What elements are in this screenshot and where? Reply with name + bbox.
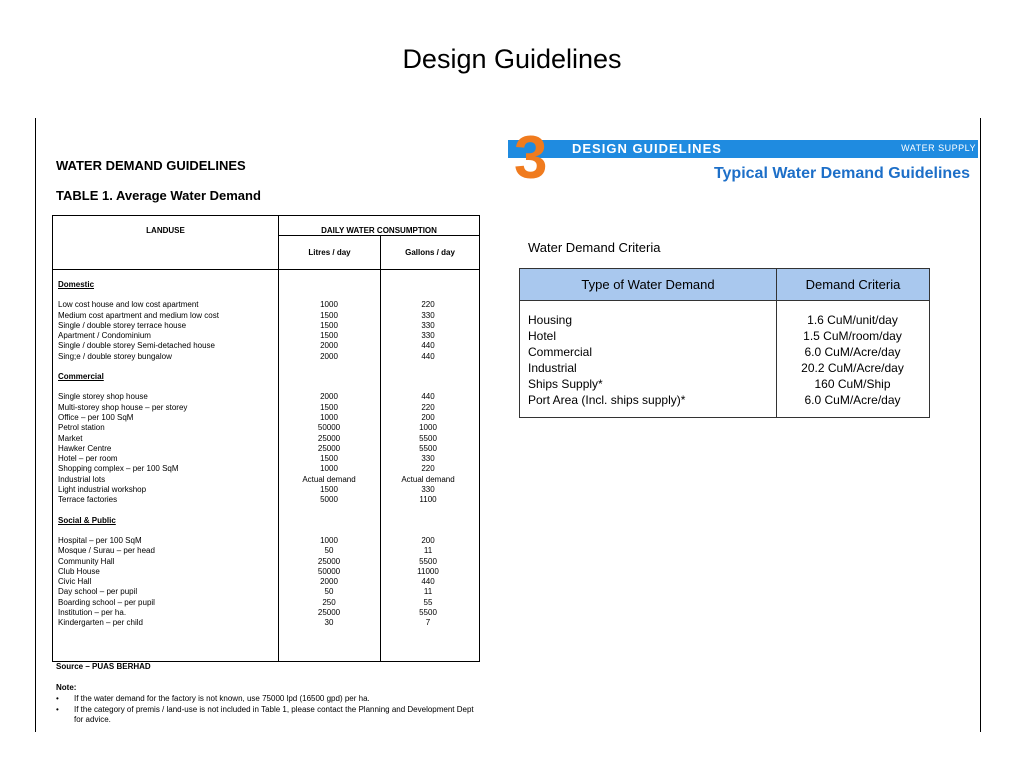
- section-heading-row: [58, 516, 476, 526]
- table-row: [58, 434, 476, 444]
- average-water-demand-table: [52, 215, 480, 662]
- landuse-cell: Medium cost apartment and medium low cost: [58, 310, 219, 320]
- gallons-cell: 440: [421, 577, 435, 587]
- gallons-cell: 5500: [419, 608, 437, 618]
- litres-cell: 25000: [317, 443, 341, 453]
- litres-cell: 1500: [320, 331, 338, 341]
- litres-cell: 30: [324, 618, 334, 628]
- landuse-cell: Mosque / Surau – per head: [58, 546, 155, 556]
- landuse-cell: Social & Public: [58, 515, 116, 525]
- landuse-cell: Shopping complex – per 100 SqM: [58, 464, 179, 474]
- table-row: [58, 567, 476, 577]
- litres-cell: [278, 372, 380, 382]
- landuse-cell: Day school – per pupil: [58, 587, 138, 597]
- note-text: If the water demand for the factory is not known, use 75000 lpd (16500 gpd) per ha.: [74, 694, 370, 703]
- demand-type-cell: Industrial: [528, 361, 577, 375]
- col-header-gallons: Gallons / day: [405, 248, 455, 257]
- criteria-body: [520, 312, 929, 408]
- litres-cell: 1000: [320, 464, 338, 474]
- note-label: Note:: [56, 683, 77, 692]
- criteria-label: Water Demand Criteria: [528, 240, 661, 255]
- gallons-cell: 330: [421, 310, 435, 320]
- litres-cell: 5000: [320, 495, 338, 505]
- gallons-cell: 330: [421, 454, 435, 464]
- litres-cell: 2000: [320, 341, 338, 351]
- demand-criteria-cell: 20.2 CuM/Acre/day: [801, 361, 904, 375]
- gallons-cell: 440: [421, 351, 435, 361]
- water-demand-criteria-table: [519, 268, 930, 418]
- litres-cell: 50: [324, 587, 334, 597]
- table-row: [58, 475, 476, 485]
- header-divider: [278, 235, 479, 236]
- table-row: [58, 587, 476, 597]
- gallons-cell: 200: [421, 535, 435, 545]
- doc-heading: WATER DEMAND GUIDELINES: [56, 158, 246, 173]
- section-subtitle: Typical Water Demand Guidelines: [713, 165, 970, 182]
- table-row: [520, 312, 929, 328]
- litres-cell: 50: [324, 546, 334, 556]
- table-row: [58, 413, 476, 423]
- gallons-cell: 220: [421, 464, 435, 474]
- gallons-cell: [380, 516, 476, 526]
- litres-cell: 1000: [320, 412, 338, 422]
- col-header-consumption: DAILY WATER CONSUMPTION: [321, 226, 437, 235]
- table-body: [58, 280, 476, 629]
- demand-criteria-cell: 6.0 CuM/Acre/day: [804, 345, 901, 359]
- table-row: [58, 618, 476, 628]
- gallons-cell: 11: [423, 587, 433, 597]
- bullet: •: [56, 694, 59, 703]
- landuse-cell: Single / double storey Semi-detached house: [58, 341, 215, 351]
- demand-type-cell: Commercial: [528, 345, 593, 359]
- band-tag: WATER SUPPLY: [901, 143, 976, 153]
- litres-cell: 2000: [320, 392, 338, 402]
- landuse-cell: Terrace factories: [58, 495, 118, 505]
- gallons-cell: 220: [421, 300, 435, 310]
- landuse-cell: Multi-storey shop house – per storey: [58, 402, 188, 412]
- litres-cell: 1000: [320, 300, 338, 310]
- table-row: [58, 300, 476, 310]
- page-border-left: [35, 118, 36, 732]
- litres-cell: 25000: [317, 433, 341, 443]
- gallons-cell: [380, 280, 476, 290]
- demand-type-cell: Ships Supply*: [528, 377, 603, 391]
- landuse-cell: Domestic: [58, 280, 95, 289]
- gallons-cell: [380, 372, 476, 382]
- litres-cell: 25000: [317, 608, 341, 618]
- litres-cell: 1500: [320, 454, 338, 464]
- bullet: •: [56, 705, 59, 714]
- demand-criteria-cell: 6.0 CuM/Acre/day: [804, 393, 901, 407]
- litres-cell: 1500: [320, 402, 338, 412]
- table-row: [520, 376, 929, 392]
- landuse-cell: Single / double storey terrace house: [58, 320, 187, 330]
- note-text: If the category of premis / land-use is not included in Table 1, please contact the Planning and Development Dept for advice.: [74, 705, 474, 724]
- landuse-cell: Kindergarten – per child: [58, 618, 143, 628]
- col-header-type: Type of Water Demand: [581, 277, 715, 292]
- table-row: [58, 392, 476, 402]
- table-row: [58, 311, 476, 321]
- litres-cell: 1500: [320, 320, 338, 330]
- litres-cell: 2000: [320, 577, 338, 587]
- gallons-cell: 220: [421, 402, 435, 412]
- litres-cell: 50000: [317, 566, 341, 576]
- col-header-landuse: LANDUSE: [146, 226, 185, 235]
- demand-type-cell: Hotel: [528, 329, 557, 343]
- gallons-cell: 440: [421, 341, 435, 351]
- litres-cell: 2000: [320, 351, 338, 361]
- table-row: [58, 454, 476, 464]
- gallons-cell: 440: [421, 392, 435, 402]
- landuse-cell: Sing;e / double storey bungalow: [58, 351, 172, 361]
- table-row: [58, 444, 476, 454]
- demand-type-cell: Housing: [528, 313, 573, 327]
- table-title: TABLE 1. Average Water Demand: [56, 188, 261, 203]
- table-row: [58, 557, 476, 567]
- litres-cell: 25000: [317, 556, 341, 566]
- litres-cell: [278, 516, 380, 526]
- table-row: [520, 360, 929, 376]
- table-row: [58, 321, 476, 331]
- gallons-cell: 1100: [419, 495, 437, 505]
- litres-cell: [278, 280, 380, 290]
- gallons-cell: 7: [425, 618, 431, 628]
- landuse-cell: Petrol station: [58, 423, 105, 433]
- spacer-row: [58, 382, 476, 392]
- litres-cell: 250: [322, 597, 336, 607]
- section-number: 3: [514, 124, 548, 191]
- gallons-cell: 330: [421, 485, 435, 495]
- landuse-cell: Hospital – per 100 SqM: [58, 535, 142, 545]
- gallons-cell: 11: [423, 546, 433, 556]
- gallons-cell: 5500: [419, 443, 437, 453]
- gallons-cell: 1000: [419, 423, 437, 433]
- col-header-litres: Litres / day: [308, 248, 351, 257]
- litres-cell: 50000: [317, 423, 341, 433]
- spacer-row: [58, 506, 476, 516]
- litres-cell: 1500: [320, 310, 338, 320]
- table-row: [58, 485, 476, 495]
- landuse-cell: Community Hall: [58, 556, 115, 566]
- source-line: Source – PUAS BERHAD: [56, 662, 151, 671]
- header-bottom-line: [53, 269, 479, 270]
- gallons-cell: 330: [421, 331, 435, 341]
- gallons-cell: 11000: [417, 566, 439, 576]
- table-row: [58, 341, 476, 351]
- landuse-cell: Single storey shop house: [58, 392, 148, 402]
- col-header-criteria: Demand Criteria: [805, 277, 901, 292]
- gallons-cell: Actual demand: [401, 474, 455, 484]
- spacer-row: [58, 526, 476, 536]
- table-row: [58, 598, 476, 608]
- section-heading-row: [58, 280, 476, 290]
- table-row: [58, 577, 476, 587]
- landuse-cell: Club House: [58, 566, 100, 576]
- landuse-cell: Office – per 100 SqM: [58, 412, 134, 422]
- spacer-row: [58, 290, 476, 300]
- table-row: [58, 423, 476, 433]
- demand-criteria-cell: 160 CuM/Ship: [814, 377, 891, 391]
- section-heading-row: [58, 372, 476, 382]
- gallons-cell: 5500: [419, 433, 437, 443]
- landuse-cell: Apartment / Condominium: [58, 331, 151, 341]
- litres-cell: 1500: [320, 485, 338, 495]
- litres-cell: Actual demand: [302, 474, 356, 484]
- gallons-cell: 200: [421, 412, 435, 422]
- table-row: [58, 546, 476, 556]
- slide-title: Design Guidelines: [402, 44, 622, 74]
- demand-criteria-cell: 1.6 CuM/unit/day: [807, 313, 898, 327]
- landuse-cell: Industrial lots: [58, 474, 106, 484]
- landuse-cell: Hawker Centre: [58, 443, 112, 453]
- table-row: [520, 328, 929, 344]
- spacer-row: [58, 362, 476, 372]
- table-row: [58, 464, 476, 474]
- page-border-right: [980, 118, 981, 732]
- demand-type-cell: Port Area (Incl. ships supply)*: [528, 393, 686, 407]
- gallons-cell: 55: [423, 597, 433, 607]
- landuse-cell: Commercial: [58, 372, 104, 382]
- landuse-cell: Boarding school – per pupil: [58, 597, 155, 607]
- band-title: DESIGN GUIDELINES: [572, 141, 722, 156]
- litres-cell: 1000: [320, 535, 338, 545]
- table-row: [58, 536, 476, 546]
- landuse-cell: Market: [58, 433, 83, 443]
- landuse-cell: Low cost house and low cost apartment: [58, 300, 199, 310]
- gallons-cell: 330: [421, 320, 435, 330]
- table-row: [520, 392, 929, 408]
- landuse-cell: Light industrial workshop: [58, 485, 147, 495]
- table-row: [58, 495, 476, 505]
- gallons-cell: 5500: [419, 556, 437, 566]
- table-row: [58, 608, 476, 618]
- table-row: [58, 352, 476, 362]
- demand-criteria-cell: 1.5 CuM/room/day: [803, 329, 902, 343]
- landuse-cell: Institution – per ha.: [58, 608, 127, 618]
- landuse-cell: Hotel – per room: [58, 454, 118, 464]
- table-row: [58, 403, 476, 413]
- table-row: [58, 331, 476, 341]
- landuse-cell: Civic Hall: [58, 577, 92, 587]
- table-row: [520, 344, 929, 360]
